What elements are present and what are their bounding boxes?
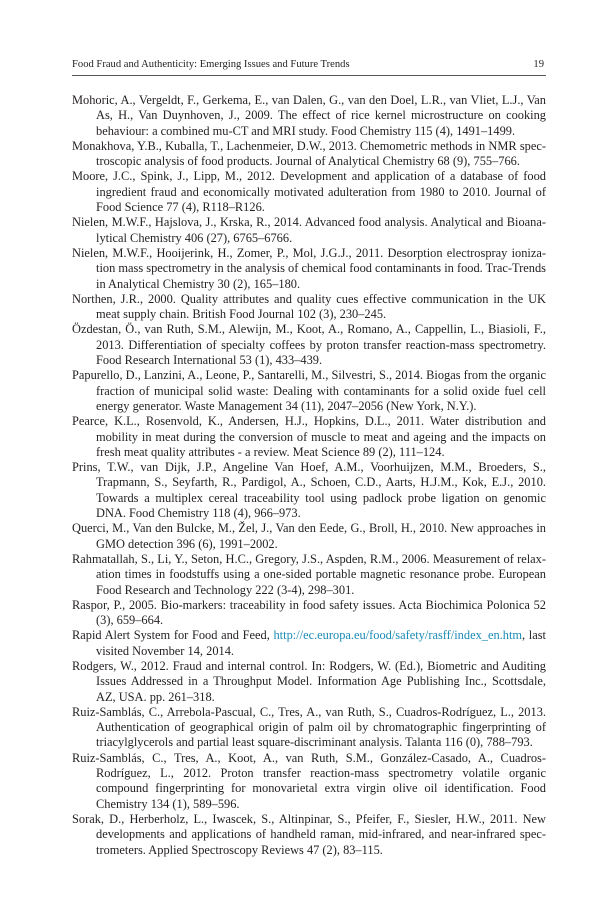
reference-text: , last visited November 14, 2014.: [96, 628, 546, 658]
reference-entry: Rodgers, W., 2012. Fraud and internal control. In: Rodgers, W. (Ed.), Biometric and Auditing Issues Addressed in a Throughput Model. Information Age Publishing Inc., Scottsdale, AZ, USA. pp. 261–318.: [72, 658, 546, 704]
reference-entry: Mohoric, A., Vergeldt, F., Gerkema, E., van Dalen, G., van den Doel, L.R., van Vliet, L.J., Van As, H., Van Duynhoven, J., 2009. The effect of rice kernel microstructure on cooking behaviour: a combined mu-CT and MRI study. Food Chemistry 115 (4), 1491–1499.: [72, 93, 546, 138]
reference-entry: Pearce, K.L., Rosenvold, K., Andersen, H.J., Hopkins, D.L., 2011. Water distribution and mobility in meat during the conversion of muscle to meat and ageing and the impacts on fresh meat quality attributes - a review. Meat Science 89 (2), 111–124.: [72, 414, 546, 459]
reference-entry: Ruiz-Samblás, C., Arrebola-Pascual, C., Tres, A., van Ruth, S., Cuadros-Rodríguez, L., 2013. Authentication of geographical origin of palm oil by chromatographic fingerprinting of triacylglycerols and partial least square-discriminant analysis. Talanta 116 (0), 788–793.: [72, 704, 546, 750]
page-number: 19: [533, 59, 544, 70]
reference-entry: Nielen, M.W.F., Hajslova, J., Krska, R., 2014. Advanced food analysis. Analytical and Bioanalytical Chemistry 406 (27), 6765–6766.: [72, 215, 546, 245]
running-title: Food Fraud and Authenticity: Emerging Issues and Future Trends: [72, 59, 350, 70]
reference-entry: Ruiz-Samblás, C., Tres, A., Koot, A., van Ruth, S.M., González-Casado, A., Cuadros-Rodríguez, L., 2012. Proton transfer reaction-mass spectrometry volatile organic compound fingerprinting for monovarietal extra virgin olive oil identification. Food Chemistry 134 (1), 589–596.: [72, 750, 546, 811]
running-header: [72, 57, 546, 76]
reference-entry-rasff: [72, 628, 546, 659]
reference-entry: Northen, J.R., 2000. Quality attributes and quality cues effective communication in the UK meat supply chain. British Food Journal 102 (3), 230–245.: [72, 291, 546, 322]
reference-entry: Özdestan, Ö., van Ruth, S.M., Alewijn, M., Koot, A., Romano, A., Cappellin, L., Biasioli, F., 2013. Differentiation of specialty coffees by proton transfer reaction-mass spectrometry. Food Research International 53 (1), 433–439.: [72, 322, 546, 368]
reference-entry: Querci, M., Van den Bulcke, M., Žel, J., Van den Eede, G., Broll, H., 2010. New approaches in GMO detection 396 (6), 1991–2002.: [72, 521, 546, 551]
reference-entry: Papurello, D., Lanzini, A., Leone, P., Santarelli, M., Silvestri, S., 2014. Biogas from the organic fraction of municipal solid waste: Dealing with contaminants for a solid oxide fuel cell energy generator. Waste Management 34 (11), 2047–2056 (New York, N.Y.).: [72, 368, 546, 413]
reference-entry: Nielen, M.W.F., Hooijerink, H., Zomer, P., Mol, J.G.J., 2011. Desorption electrospray ionization mass spectrometry in the analysis of chemical food contaminants in food. Trac-Trends in Analytical Chemistry 30 (2), 165–180.: [72, 245, 547, 291]
reference-entry: Prins, T.W., van Dijk, J.P., Angeline Van Hoef, A.M., Voorhuijzen, M.M., Broeders, S., Trapmann, S., Seyfarth, R., Pardigol, A., Schoen, C.D., Aarts, H.J.M., Kok, E.J., 2010. Towards a multiplex cereal traceability tool using padlock probe ligation on genomic DNA. Food Chemistry 118 (4), 966–973.: [72, 460, 546, 521]
reference-entry: Raspor, P., 2005. Bio-markers: traceability in food safety issues. Acta Biochimica Polonica 52 (3), 659–664.: [72, 597, 546, 628]
reference-entry: Moore, J.C., Spink, J., Lipp, M., 2012. Development and application of a database of food ingredient fraud and economically motivated adulteration from 1980 to 2010. Journal of Food Science 77 (4), R118–R126.: [72, 169, 546, 215]
reference-list: [72, 93, 546, 858]
reference-text: Rapid Alert System for Food and Feed,: [72, 628, 274, 643]
reference-entry: Rahmatallah, S., Li, Y., Seton, H.C., Gregory, J.S., Aspden, R.M., 2006. Measurement of relaxation times in foodstuffs using a one-sided portable magnetic resonance probe. European Food Research and Technology 222 (3-4), 298–301.: [72, 551, 546, 597]
rasff-link[interactable]: http://ec.europa.eu/food/safety/rasff/index_en.htm: [273, 628, 523, 643]
reference-entry: Sorak, D., Herberholz, L., Iwascek, S., Altinpinar, S., Pfeifer, F., Siesler, H.W., 2011. New developments and applications of handheld raman, mid-infrared, and near-infrared spectrometers. Applied Spectroscopy Reviews 47 (2), 83–115.: [72, 811, 546, 857]
reference-entry: Monakhova, Y.B., Kuballa, T., Lachenmeier, D.W., 2013. Chemometric methods in NMR spectroscopic analysis of food products. Journal of Analytical Chemistry 68 (9), 755–766.: [72, 138, 546, 169]
